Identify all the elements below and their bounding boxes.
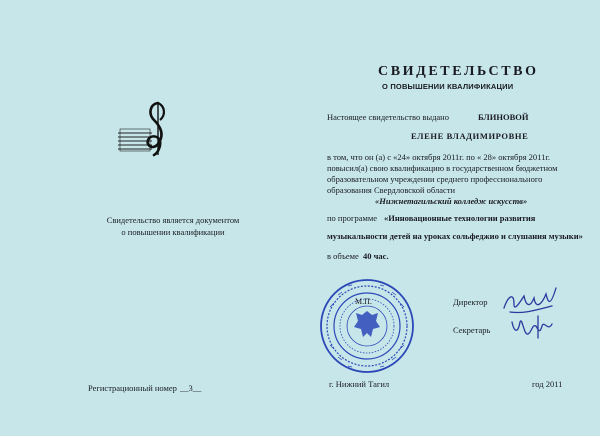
period-line-3: образовательном учреждении среднего профессионального [327, 174, 543, 184]
volume-value: 40 час. [363, 251, 389, 261]
document-note [68, 214, 278, 238]
document-title: СВИДЕТЕЛЬСТВО [378, 64, 539, 79]
official-seal [318, 277, 416, 380]
institution-name: «Нижнетагильский колледж искусств» [375, 196, 528, 206]
period-line-4: образования Свердловской области [327, 185, 456, 195]
recipient-surname: БЛИНОВОЙ [478, 112, 529, 122]
program-prefix: по программе [327, 213, 378, 223]
period-line-2: повысил(а) свою квалификацию в государственном бюджетном [327, 163, 558, 173]
registration-label: Регистрационный номер [88, 383, 177, 393]
secretary-signature [508, 312, 558, 342]
period-line: в том, что он (а) с «24» октября 2011г. по « 28» октября 2011г. [327, 152, 550, 162]
seal-mark: М.П. [355, 297, 372, 306]
secretary-label: Секретарь [453, 325, 491, 335]
registration-number: __3__ [180, 383, 202, 393]
director-label: Директор [453, 297, 488, 307]
program-title-line1: «Инновационные технологии развития [384, 213, 536, 223]
city: г. Нижний Тагил [329, 379, 390, 389]
recipient-name: ЕЛЕНЕ ВЛАДИМИРОВНЕ [411, 131, 529, 141]
year: год 2011 [532, 379, 563, 389]
issued-label: Настоящее свидетельство выдано [327, 112, 449, 122]
document-subtitle: О ПОВЫШЕНИИ КВАЛИФИКАЦИИ [382, 82, 514, 91]
volume-prefix: в объеме [327, 251, 359, 261]
note-line-1: Свидетельство является документом [106, 215, 240, 225]
treble-clef-logo [118, 98, 180, 163]
program-title-line2: музыкальности детей на уроках сольфеджио и слушания музыки» [327, 231, 583, 241]
note-line-2: о повышении квалификации [121, 227, 225, 237]
